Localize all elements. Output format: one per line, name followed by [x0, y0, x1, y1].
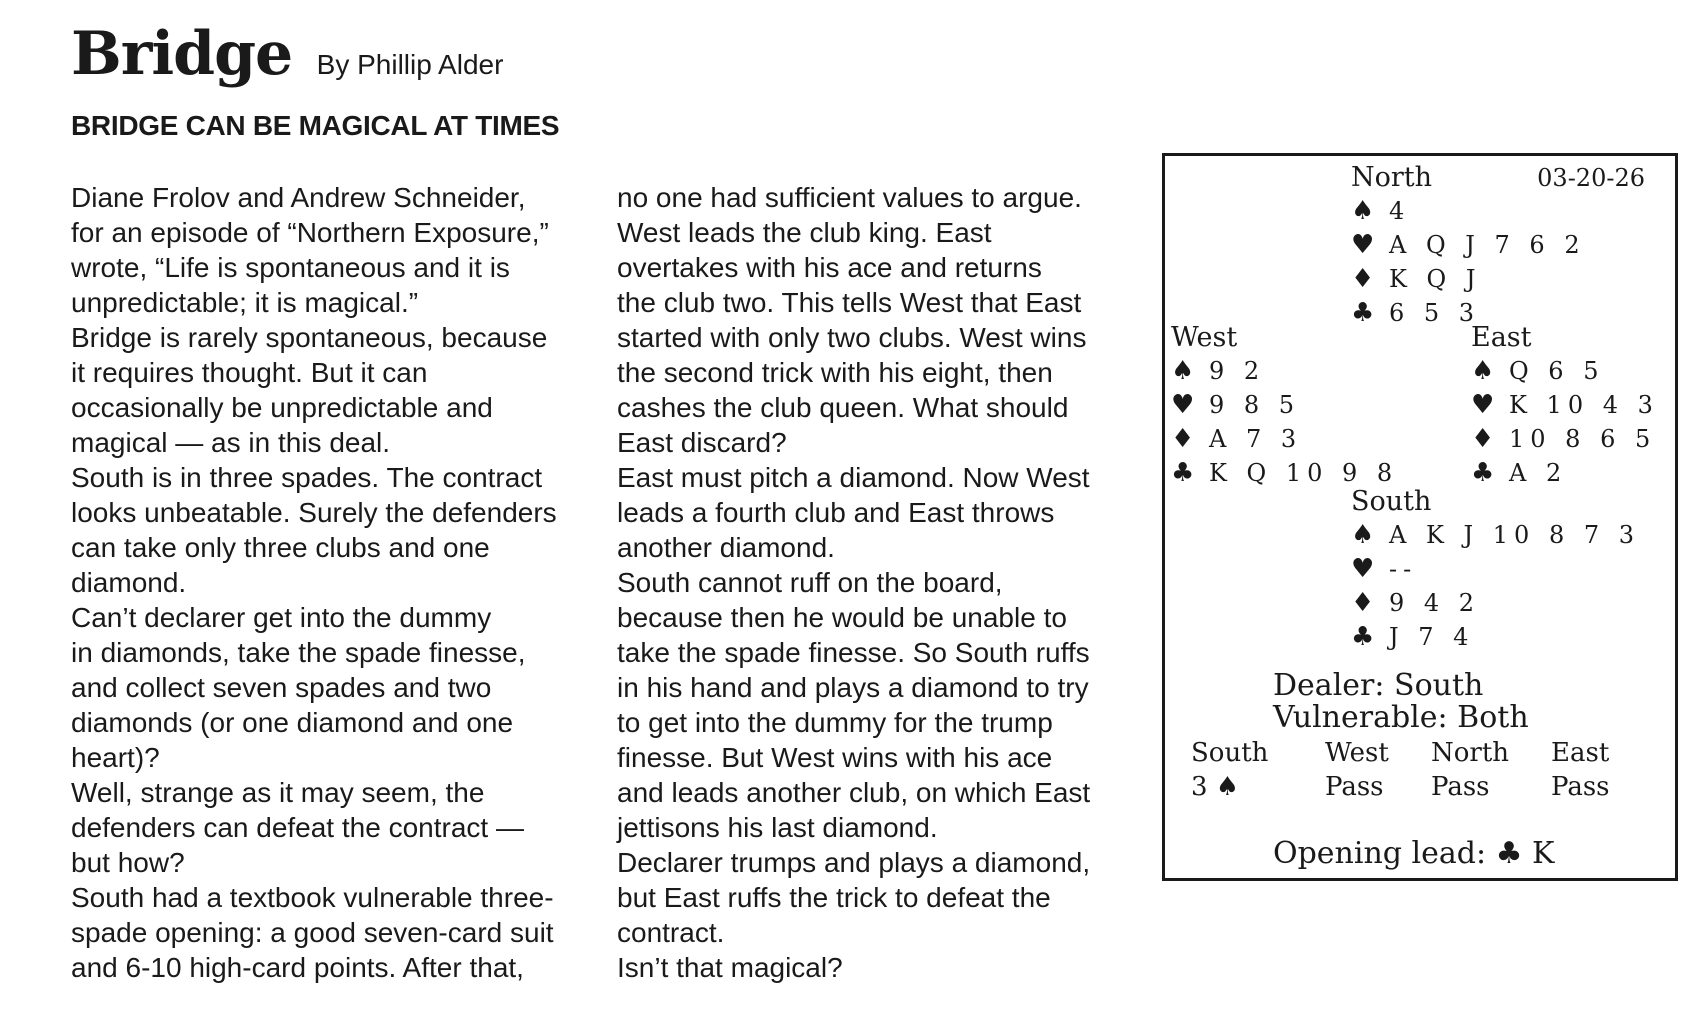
text-line: occasionally be unpredictable and — [71, 392, 493, 423]
text-line: contract. — [617, 917, 725, 948]
text-line: the club two. This tells West that East — [617, 287, 1082, 318]
auction-header: North — [1431, 738, 1510, 768]
north-diamonds: ♦ K Q J — [1351, 264, 1482, 294]
text-line: looks unbeatable. Surely the defenders — [71, 497, 557, 528]
east-spades: ♠ Q 6 5 — [1471, 356, 1605, 386]
column-title: Bridge — [71, 19, 293, 89]
heart-icon: ♥ — [1471, 390, 1495, 420]
bridge-diagram — [1162, 153, 1678, 881]
text-line: but how? — [71, 847, 185, 878]
heart-icon: ♥ — [1351, 554, 1375, 584]
text-line: East must pitch a diamond. Now West — [617, 462, 1090, 493]
club-icon: ♣ — [1351, 298, 1375, 328]
south-spades: ♠ A K J 10 8 7 3 — [1351, 520, 1641, 550]
text-line: take the spade finesse. So South ruffs — [617, 637, 1090, 668]
spade-icon: ♠ — [1351, 196, 1375, 226]
text-line: Isn’t that magical? — [617, 952, 843, 983]
text-line: South had a textbook vulnerable three- — [71, 882, 554, 913]
text-line: and 6-10 high-card points. After that, — [71, 952, 524, 983]
text-line: because then he would be unable to — [617, 602, 1067, 633]
west-label: West — [1171, 322, 1238, 353]
text-line: for an episode of “Northern Exposure,” — [71, 217, 549, 248]
east-hand — [1471, 354, 1659, 490]
north-spades: ♠ 4 — [1351, 196, 1411, 226]
east-hearts: ♥ K 10 4 3 — [1471, 390, 1659, 420]
diamond-icon: ♦ — [1171, 424, 1195, 454]
north-hearts: ♥ A Q J 7 6 2 — [1351, 230, 1586, 260]
article-headline: BRIDGE CAN BE MAGICAL AT TIMES — [71, 110, 560, 141]
south-clubs: ♣ J 7 4 — [1351, 622, 1475, 652]
west-diamonds: ♦ A 7 3 — [1171, 424, 1303, 454]
spade-icon: ♠ — [1471, 356, 1495, 386]
spade-icon: ♠ — [1351, 520, 1375, 550]
club-icon: ♣ — [1351, 622, 1375, 652]
south-hand — [1351, 518, 1640, 654]
dealer-info: Dealer: South — [1273, 668, 1484, 703]
text-line: diamond. — [71, 567, 187, 598]
east-diamonds: ♦ 10 8 6 5 — [1471, 424, 1657, 454]
vulnerability-info: Vulnerable: Both — [1273, 700, 1529, 735]
auction-header: East — [1551, 738, 1610, 768]
text-line: and collect seven spades and two — [71, 672, 492, 703]
auction-bid: 3 ♠ — [1191, 772, 1240, 802]
text-line: South is in three spades. The contract — [71, 462, 543, 493]
opening-lead: Opening lead: ♣ K — [1273, 836, 1555, 871]
north-clubs: ♣ 6 5 3 — [1351, 298, 1481, 328]
club-icon: ♣ — [1471, 458, 1495, 488]
text-line: unpredictable; it is magical.” — [71, 287, 419, 318]
text-line: wrote, “Life is spontaneous and it is — [71, 252, 510, 283]
east-label: East — [1471, 322, 1532, 353]
auction-header: South — [1191, 738, 1269, 768]
text-line: started with only two clubs. West wins — [617, 322, 1087, 353]
text-line: but East ruffs the trick to defeat the — [617, 882, 1051, 913]
south-hearts: ♥ -- — [1351, 554, 1418, 584]
diamond-icon: ♦ — [1351, 588, 1375, 618]
text-line: Declarer trumps and plays a diamond, — [617, 847, 1091, 878]
article-column-1 — [71, 180, 557, 985]
text-line: to get into the dummy for the trump — [617, 707, 1053, 738]
club-icon: ♣ — [1171, 458, 1195, 488]
west-spades: ♠ 9 2 — [1171, 356, 1266, 386]
text-line: heart)? — [71, 742, 160, 773]
south-diamonds: ♦ 9 4 2 — [1351, 588, 1481, 618]
north-hand — [1351, 194, 1586, 330]
text-line: overtakes with his ace and returns — [617, 252, 1042, 283]
text-line: spade opening: a good seven-card suit — [71, 917, 554, 948]
auction-column-north — [1431, 736, 1509, 804]
auction-bid: Pass — [1551, 772, 1610, 802]
heart-icon: ♥ — [1351, 230, 1375, 260]
diagram-date: 03-20-26 — [1537, 164, 1645, 192]
text-line: the second trick with his eight, then — [617, 357, 1053, 388]
west-clubs: ♣ K Q 10 9 8 — [1171, 458, 1399, 488]
text-line: can take only three clubs and one — [71, 532, 490, 563]
text-line: magical — as in this deal. — [71, 427, 391, 458]
west-hearts: ♥ 9 8 5 — [1171, 390, 1301, 420]
text-line: in diamonds, take the spade finesse, — [71, 637, 526, 668]
article-column-2 — [617, 180, 1090, 985]
text-line: East discard? — [617, 427, 787, 458]
spade-icon: ♠ — [1171, 356, 1195, 386]
auction-column-east — [1551, 736, 1610, 804]
auction-column-south — [1191, 736, 1268, 804]
diamond-icon: ♦ — [1471, 424, 1495, 454]
text-line: Can’t declarer get into the dummy — [71, 602, 492, 633]
text-line: South cannot ruff on the board, — [617, 567, 1003, 598]
text-line: Diane Frolov and Andrew Schneider, — [71, 182, 526, 213]
text-line: cashes the club queen. What should — [617, 392, 1069, 423]
text-line: finesse. But West wins with his ace — [617, 742, 1053, 773]
south-label: South — [1351, 486, 1432, 517]
byline: By Phillip Alder — [316, 49, 504, 80]
auction-bid: Pass — [1431, 772, 1490, 802]
east-clubs: ♣ A 2 — [1471, 458, 1568, 488]
text-line: leads a fourth club and East throws — [617, 497, 1055, 528]
text-line: in his hand and plays a diamond to try — [617, 672, 1089, 703]
text-line: Bridge is rarely spontaneous, because — [71, 322, 548, 353]
text-line: diamonds (or one diamond and one — [71, 707, 514, 738]
text-line: Well, strange as it may seem, the — [71, 777, 485, 808]
text-line: another diamond. — [617, 532, 835, 563]
text-line: defenders can defeat the contract — — [71, 812, 524, 843]
text-line: West leads the club king. East — [617, 217, 992, 248]
masthead — [71, 19, 504, 89]
diamond-icon: ♦ — [1351, 264, 1375, 294]
text-line: it requires thought. But it can — [71, 357, 428, 388]
auction-header: West — [1325, 738, 1389, 768]
heart-icon: ♥ — [1171, 390, 1195, 420]
auction-bid: Pass — [1325, 772, 1384, 802]
west-hand — [1171, 354, 1398, 490]
north-label: North — [1351, 162, 1433, 193]
text-line: jettisons his last diamond. — [617, 812, 938, 843]
auction-column-west — [1325, 736, 1389, 804]
text-line: and leads another club, on which East — [617, 777, 1091, 808]
text-line: no one had sufficient values to argue. — [617, 182, 1082, 213]
